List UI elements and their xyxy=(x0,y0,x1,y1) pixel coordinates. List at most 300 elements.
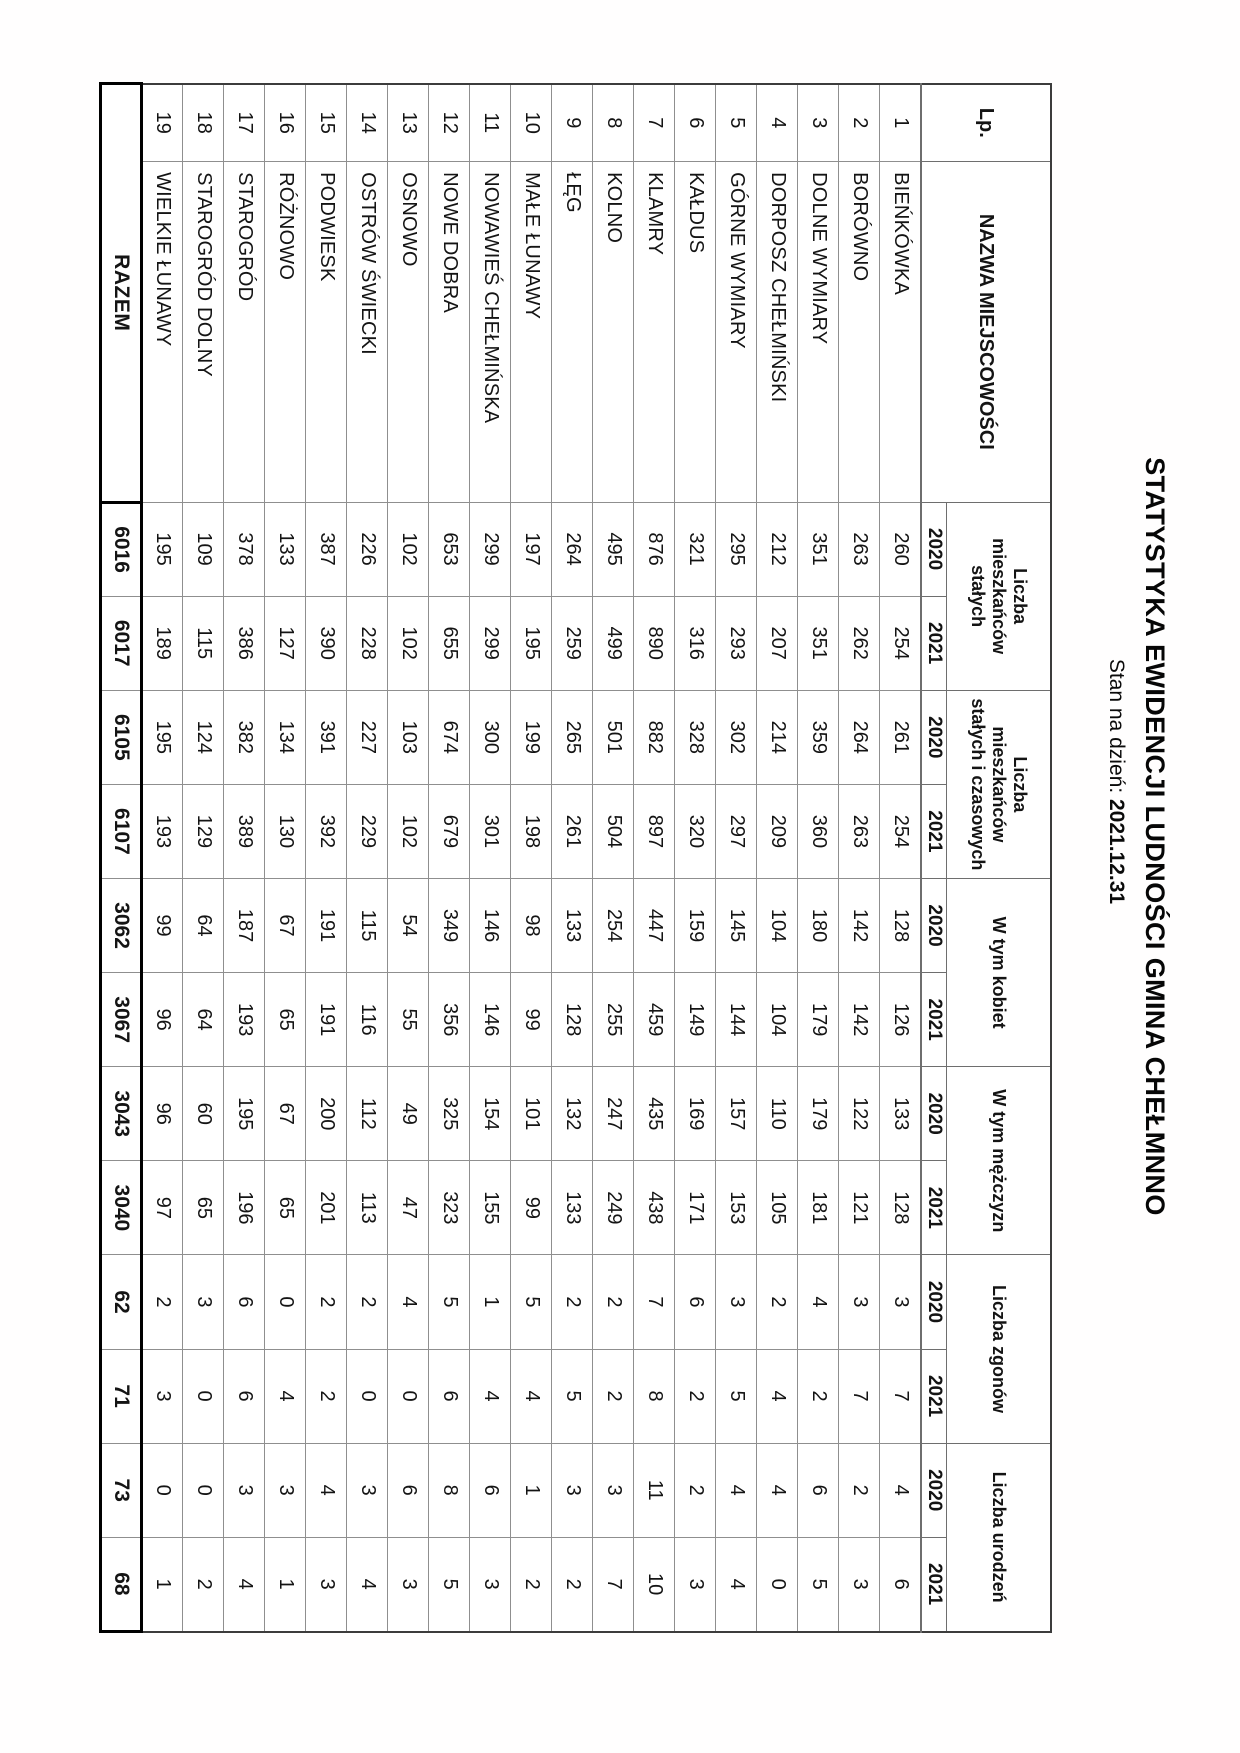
table-row xyxy=(470,84,511,1632)
lp-cell: 19 xyxy=(142,84,183,162)
value-cell: 49 xyxy=(388,1067,429,1161)
lp-cell: 11 xyxy=(470,84,511,162)
value-cell: 104 xyxy=(757,878,798,972)
value-cell: 171 xyxy=(675,1161,716,1255)
table-row xyxy=(880,84,921,1632)
value-cell: 0 xyxy=(388,1349,429,1443)
value-cell: 197 xyxy=(511,502,552,596)
table-row xyxy=(142,84,183,1632)
value-cell: 102 xyxy=(388,596,429,690)
value-cell: 300 xyxy=(470,690,511,784)
value-cell: 4 xyxy=(265,1349,306,1443)
value-cell: 321 xyxy=(675,502,716,596)
name-cell: ŁĘG xyxy=(552,162,593,502)
table-row xyxy=(634,84,675,1632)
lp-cell: 15 xyxy=(306,84,347,162)
total-value-cell: 6105 xyxy=(101,690,142,784)
value-cell: 96 xyxy=(142,973,183,1067)
name-cell: OSNOWO xyxy=(388,162,429,502)
header-year-0-1: 2021 xyxy=(921,596,947,690)
name-cell: NOWE DOBRA xyxy=(429,162,470,502)
lp-cell: 4 xyxy=(757,84,798,162)
value-cell: 133 xyxy=(880,1067,921,1161)
name-cell: KAŁDUS xyxy=(675,162,716,502)
value-cell: 5 xyxy=(552,1349,593,1443)
value-cell: 349 xyxy=(429,878,470,972)
value-cell: 2 xyxy=(675,1349,716,1443)
value-cell: 316 xyxy=(675,596,716,690)
value-cell: 2 xyxy=(839,1443,880,1537)
value-cell: 351 xyxy=(798,502,839,596)
value-cell: 3 xyxy=(306,1537,347,1631)
totals-row xyxy=(101,84,142,1632)
header-name: NAZWA MIEJSCOWOŚCI xyxy=(921,162,1051,502)
value-cell: 2 xyxy=(593,1255,634,1349)
value-cell: 4 xyxy=(388,1255,429,1349)
value-cell: 179 xyxy=(798,1067,839,1161)
header-year-3-0: 2020 xyxy=(921,1067,947,1161)
lp-cell: 9 xyxy=(552,84,593,162)
value-cell: 110 xyxy=(757,1067,798,1161)
value-cell: 227 xyxy=(347,690,388,784)
value-cell: 65 xyxy=(265,973,306,1067)
value-cell: 146 xyxy=(470,973,511,1067)
value-cell: 328 xyxy=(675,690,716,784)
value-cell: 254 xyxy=(880,596,921,690)
total-value-cell: 6017 xyxy=(101,596,142,690)
value-cell: 5 xyxy=(798,1537,839,1631)
value-cell: 47 xyxy=(388,1161,429,1255)
value-cell: 196 xyxy=(224,1161,265,1255)
value-cell: 4 xyxy=(716,1443,757,1537)
value-cell: 2 xyxy=(347,1255,388,1349)
value-cell: 263 xyxy=(839,502,880,596)
value-cell: 3 xyxy=(142,1349,183,1443)
total-value-cell: 6016 xyxy=(101,502,142,596)
value-cell: 142 xyxy=(839,973,880,1067)
lp-cell: 14 xyxy=(347,84,388,162)
header-group-3: W tym mężczyzn xyxy=(947,1067,1051,1255)
value-cell: 890 xyxy=(634,596,675,690)
value-cell: 247 xyxy=(593,1067,634,1161)
value-cell: 655 xyxy=(429,596,470,690)
value-cell: 103 xyxy=(388,690,429,784)
header-group-row xyxy=(947,84,1051,1632)
value-cell: 133 xyxy=(265,502,306,596)
lp-cell: 7 xyxy=(634,84,675,162)
total-value-cell: 71 xyxy=(101,1349,142,1443)
value-cell: 6 xyxy=(388,1443,429,1537)
value-cell: 259 xyxy=(552,596,593,690)
value-cell: 209 xyxy=(757,784,798,878)
header-year-4-0: 2020 xyxy=(921,1255,947,1349)
value-cell: 112 xyxy=(347,1067,388,1161)
header-year-2-0: 2020 xyxy=(921,878,947,972)
value-cell: 254 xyxy=(593,878,634,972)
value-cell: 4 xyxy=(716,1537,757,1631)
total-value-cell: 73 xyxy=(101,1443,142,1537)
table-row xyxy=(675,84,716,1632)
value-cell: 5 xyxy=(716,1349,757,1443)
table-row xyxy=(306,84,347,1632)
value-cell: 67 xyxy=(265,878,306,972)
value-cell: 264 xyxy=(839,690,880,784)
population-statistics-table xyxy=(100,82,1053,1633)
value-cell: 4 xyxy=(880,1443,921,1537)
value-cell: 4 xyxy=(757,1443,798,1537)
table-row xyxy=(388,84,429,1632)
value-cell: 200 xyxy=(306,1067,347,1161)
value-cell: 195 xyxy=(224,1067,265,1161)
value-cell: 2 xyxy=(757,1255,798,1349)
value-cell: 157 xyxy=(716,1067,757,1161)
table-row xyxy=(429,84,470,1632)
table-row xyxy=(183,84,224,1632)
value-cell: 132 xyxy=(552,1067,593,1161)
header-group-4: Liczba zgonów xyxy=(947,1255,1051,1443)
name-cell: KLAMRY xyxy=(634,162,675,502)
value-cell: 2 xyxy=(142,1255,183,1349)
value-cell: 191 xyxy=(306,878,347,972)
value-cell: 214 xyxy=(757,690,798,784)
total-value-cell: 62 xyxy=(101,1255,142,1349)
name-cell: MAŁE ŁUNAWY xyxy=(511,162,552,502)
value-cell: 3 xyxy=(716,1255,757,1349)
header-year-1-0: 2020 xyxy=(921,690,947,784)
lp-cell: 8 xyxy=(593,84,634,162)
total-value-cell: 3062 xyxy=(101,878,142,972)
table-row xyxy=(798,84,839,1632)
header-year-4-1: 2021 xyxy=(921,1349,947,1443)
total-value-cell: 3040 xyxy=(101,1161,142,1255)
value-cell: 133 xyxy=(552,878,593,972)
document-subtitle xyxy=(1104,0,1128,1658)
table-row xyxy=(265,84,306,1632)
value-cell: 7 xyxy=(880,1349,921,1443)
total-value-cell: 3043 xyxy=(101,1067,142,1161)
value-cell: 378 xyxy=(224,502,265,596)
header-year-5-0: 2020 xyxy=(921,1443,947,1537)
lp-cell: 17 xyxy=(224,84,265,162)
value-cell: 3 xyxy=(593,1443,634,1537)
header-year-0-0: 2020 xyxy=(921,502,947,596)
lp-cell: 2 xyxy=(839,84,880,162)
value-cell: 3 xyxy=(224,1443,265,1537)
value-cell: 159 xyxy=(675,878,716,972)
value-cell: 98 xyxy=(511,878,552,972)
value-cell: 64 xyxy=(183,973,224,1067)
value-cell: 228 xyxy=(347,596,388,690)
value-cell: 97 xyxy=(142,1161,183,1255)
header-group-2: W tym kobiet xyxy=(947,878,1051,1066)
value-cell: 299 xyxy=(470,502,511,596)
totals-label: RAZEM xyxy=(101,84,142,503)
name-cell: GÓRNE WYMIARY xyxy=(716,162,757,502)
value-cell: 195 xyxy=(142,502,183,596)
value-cell: 3 xyxy=(470,1537,511,1631)
value-cell: 129 xyxy=(183,784,224,878)
value-cell: 264 xyxy=(552,502,593,596)
value-cell: 360 xyxy=(798,784,839,878)
value-cell: 301 xyxy=(470,784,511,878)
value-cell: 323 xyxy=(429,1161,470,1255)
value-cell: 3 xyxy=(552,1443,593,1537)
total-value-cell: 3067 xyxy=(101,973,142,1067)
value-cell: 4 xyxy=(757,1349,798,1443)
value-cell: 187 xyxy=(224,878,265,972)
header-year-3-1: 2021 xyxy=(921,1161,947,1255)
value-cell: 495 xyxy=(593,502,634,596)
lp-cell: 10 xyxy=(511,84,552,162)
value-cell: 6 xyxy=(429,1349,470,1443)
value-cell: 876 xyxy=(634,502,675,596)
value-cell: 109 xyxy=(183,502,224,596)
value-cell: 7 xyxy=(634,1255,675,1349)
lp-cell: 6 xyxy=(675,84,716,162)
value-cell: 3 xyxy=(880,1255,921,1349)
value-cell: 255 xyxy=(593,973,634,1067)
value-cell: 189 xyxy=(142,596,183,690)
name-cell: BORÓWNO xyxy=(839,162,880,502)
lp-cell: 12 xyxy=(429,84,470,162)
value-cell: 134 xyxy=(265,690,306,784)
value-cell: 2 xyxy=(552,1255,593,1349)
value-cell: 193 xyxy=(224,973,265,1067)
value-cell: 145 xyxy=(716,878,757,972)
value-cell: 198 xyxy=(511,784,552,878)
value-cell: 653 xyxy=(429,502,470,596)
value-cell: 104 xyxy=(757,973,798,1067)
value-cell: 113 xyxy=(347,1161,388,1255)
value-cell: 438 xyxy=(634,1161,675,1255)
value-cell: 155 xyxy=(470,1161,511,1255)
value-cell: 2 xyxy=(593,1349,634,1443)
value-cell: 5 xyxy=(429,1537,470,1631)
value-cell: 2 xyxy=(511,1537,552,1631)
value-cell: 3 xyxy=(839,1255,880,1349)
value-cell: 149 xyxy=(675,973,716,1067)
name-cell: KOLNO xyxy=(593,162,634,502)
value-cell: 2 xyxy=(675,1443,716,1537)
value-cell: 193 xyxy=(142,784,183,878)
value-cell: 265 xyxy=(552,690,593,784)
lp-cell: 3 xyxy=(798,84,839,162)
value-cell: 387 xyxy=(306,502,347,596)
value-cell: 4 xyxy=(470,1349,511,1443)
value-cell: 3 xyxy=(388,1537,429,1631)
value-cell: 263 xyxy=(839,784,880,878)
total-value-cell: 6107 xyxy=(101,784,142,878)
value-cell: 115 xyxy=(183,596,224,690)
value-cell: 2 xyxy=(183,1537,224,1631)
header-year-1-1: 2021 xyxy=(921,784,947,878)
lp-cell: 5 xyxy=(716,84,757,162)
value-cell: 4 xyxy=(511,1349,552,1443)
value-cell: 0 xyxy=(265,1255,306,1349)
value-cell: 501 xyxy=(593,690,634,784)
value-cell: 249 xyxy=(593,1161,634,1255)
value-cell: 8 xyxy=(429,1443,470,1537)
value-cell: 459 xyxy=(634,973,675,1067)
value-cell: 128 xyxy=(880,1161,921,1255)
lp-cell: 13 xyxy=(388,84,429,162)
value-cell: 897 xyxy=(634,784,675,878)
value-cell: 99 xyxy=(511,1161,552,1255)
value-cell: 254 xyxy=(880,784,921,878)
header-group-0: Liczba mieszkańców stałych xyxy=(947,502,1051,690)
table-row xyxy=(552,84,593,1632)
value-cell: 356 xyxy=(429,973,470,1067)
value-cell: 260 xyxy=(880,502,921,596)
name-cell: DORPOSZ CHEŁMIŃSKI xyxy=(757,162,798,502)
table-row xyxy=(839,84,880,1632)
value-cell: 5 xyxy=(429,1255,470,1349)
value-cell: 96 xyxy=(142,1067,183,1161)
value-cell: 116 xyxy=(347,973,388,1067)
header-year-5-1: 2021 xyxy=(921,1537,947,1631)
value-cell: 122 xyxy=(839,1067,880,1161)
value-cell: 195 xyxy=(511,596,552,690)
value-cell: 1 xyxy=(511,1443,552,1537)
value-cell: 679 xyxy=(429,784,470,878)
value-cell: 2 xyxy=(798,1349,839,1443)
value-cell: 261 xyxy=(880,690,921,784)
table-row xyxy=(511,84,552,1632)
value-cell: 391 xyxy=(306,690,347,784)
value-cell: 99 xyxy=(142,878,183,972)
subtitle-label: Stan na dzień: xyxy=(1105,658,1128,794)
value-cell: 229 xyxy=(347,784,388,878)
value-cell: 299 xyxy=(470,596,511,690)
value-cell: 4 xyxy=(347,1537,388,1631)
value-cell: 447 xyxy=(634,878,675,972)
value-cell: 262 xyxy=(839,596,880,690)
value-cell: 6 xyxy=(675,1255,716,1349)
name-cell: BIEŃKÓWKA xyxy=(880,162,921,502)
value-cell: 504 xyxy=(593,784,634,878)
header-group-1: Liczba mieszkańców stałych i czasowych xyxy=(947,690,1051,878)
value-cell: 3 xyxy=(347,1443,388,1537)
value-cell: 6 xyxy=(470,1443,511,1537)
value-cell: 191 xyxy=(306,973,347,1067)
lp-cell: 1 xyxy=(880,84,921,162)
value-cell: 65 xyxy=(265,1161,306,1255)
value-cell: 195 xyxy=(142,690,183,784)
value-cell: 325 xyxy=(429,1067,470,1161)
lp-cell: 18 xyxy=(183,84,224,162)
lp-cell: 16 xyxy=(265,84,306,162)
value-cell: 499 xyxy=(593,596,634,690)
value-cell: 126 xyxy=(880,973,921,1067)
table-body xyxy=(101,84,921,1632)
value-cell: 5 xyxy=(511,1255,552,1349)
value-cell: 882 xyxy=(634,690,675,784)
value-cell: 128 xyxy=(552,973,593,1067)
header-group-5: Liczba urodzeń xyxy=(947,1443,1051,1631)
value-cell: 0 xyxy=(183,1349,224,1443)
value-cell: 212 xyxy=(757,502,798,596)
value-cell: 207 xyxy=(757,596,798,690)
value-cell: 102 xyxy=(388,784,429,878)
value-cell: 102 xyxy=(388,502,429,596)
subtitle-date: 2021.12.31 xyxy=(1105,799,1128,905)
value-cell: 101 xyxy=(511,1067,552,1161)
table-row xyxy=(224,84,265,1632)
value-cell: 128 xyxy=(880,878,921,972)
value-cell: 181 xyxy=(798,1161,839,1255)
value-cell: 179 xyxy=(798,973,839,1067)
value-cell: 153 xyxy=(716,1161,757,1255)
name-cell: DOLNE WYMIARY xyxy=(798,162,839,502)
value-cell: 7 xyxy=(839,1349,880,1443)
value-cell: 390 xyxy=(306,596,347,690)
value-cell: 1 xyxy=(142,1537,183,1631)
header-lp: Lp. xyxy=(921,84,1051,162)
value-cell: 105 xyxy=(757,1161,798,1255)
value-cell: 295 xyxy=(716,502,757,596)
value-cell: 10 xyxy=(634,1537,675,1631)
value-cell: 674 xyxy=(429,690,470,784)
value-cell: 4 xyxy=(798,1255,839,1349)
value-cell: 226 xyxy=(347,502,388,596)
table-row xyxy=(757,84,798,1632)
value-cell: 201 xyxy=(306,1161,347,1255)
value-cell: 6 xyxy=(224,1349,265,1443)
value-cell: 99 xyxy=(511,973,552,1067)
name-cell: STAROGRÓD DOLNY xyxy=(183,162,224,502)
value-cell: 8 xyxy=(634,1349,675,1443)
name-cell: RÓŻNOWO xyxy=(265,162,306,502)
value-cell: 2 xyxy=(306,1349,347,1443)
table-header xyxy=(921,84,1051,1632)
value-cell: 6 xyxy=(224,1255,265,1349)
value-cell: 130 xyxy=(265,784,306,878)
name-cell: PODWIESK xyxy=(306,162,347,502)
value-cell: 297 xyxy=(716,784,757,878)
value-cell: 320 xyxy=(675,784,716,878)
name-cell: WIELKIE ŁUNAWY xyxy=(142,162,183,502)
value-cell: 60 xyxy=(183,1067,224,1161)
value-cell: 389 xyxy=(224,784,265,878)
value-cell: 146 xyxy=(470,878,511,972)
value-cell: 154 xyxy=(470,1067,511,1161)
value-cell: 180 xyxy=(798,878,839,972)
value-cell: 1 xyxy=(470,1255,511,1349)
value-cell: 382 xyxy=(224,690,265,784)
value-cell: 4 xyxy=(306,1443,347,1537)
value-cell: 1 xyxy=(265,1537,306,1631)
value-cell: 3 xyxy=(675,1537,716,1631)
document-title: STATYSTYKA EWIDENCJI LUDNOŚCI GMINA CHEŁMNNO xyxy=(1140,457,1170,1216)
value-cell: 0 xyxy=(757,1537,798,1631)
value-cell: 121 xyxy=(839,1161,880,1255)
table-row xyxy=(716,84,757,1632)
name-cell: STAROGRÓD xyxy=(224,162,265,502)
name-cell: OSTRÓW ŚWIECKI xyxy=(347,162,388,502)
value-cell: 3 xyxy=(183,1255,224,1349)
value-cell: 169 xyxy=(675,1067,716,1161)
value-cell: 0 xyxy=(347,1349,388,1443)
value-cell: 2 xyxy=(552,1537,593,1631)
value-cell: 65 xyxy=(183,1161,224,1255)
value-cell: 359 xyxy=(798,690,839,784)
value-cell: 0 xyxy=(183,1443,224,1537)
value-cell: 115 xyxy=(347,878,388,972)
value-cell: 124 xyxy=(183,690,224,784)
value-cell: 3 xyxy=(265,1443,306,1537)
value-cell: 351 xyxy=(798,596,839,690)
header-year-2-1: 2021 xyxy=(921,973,947,1067)
